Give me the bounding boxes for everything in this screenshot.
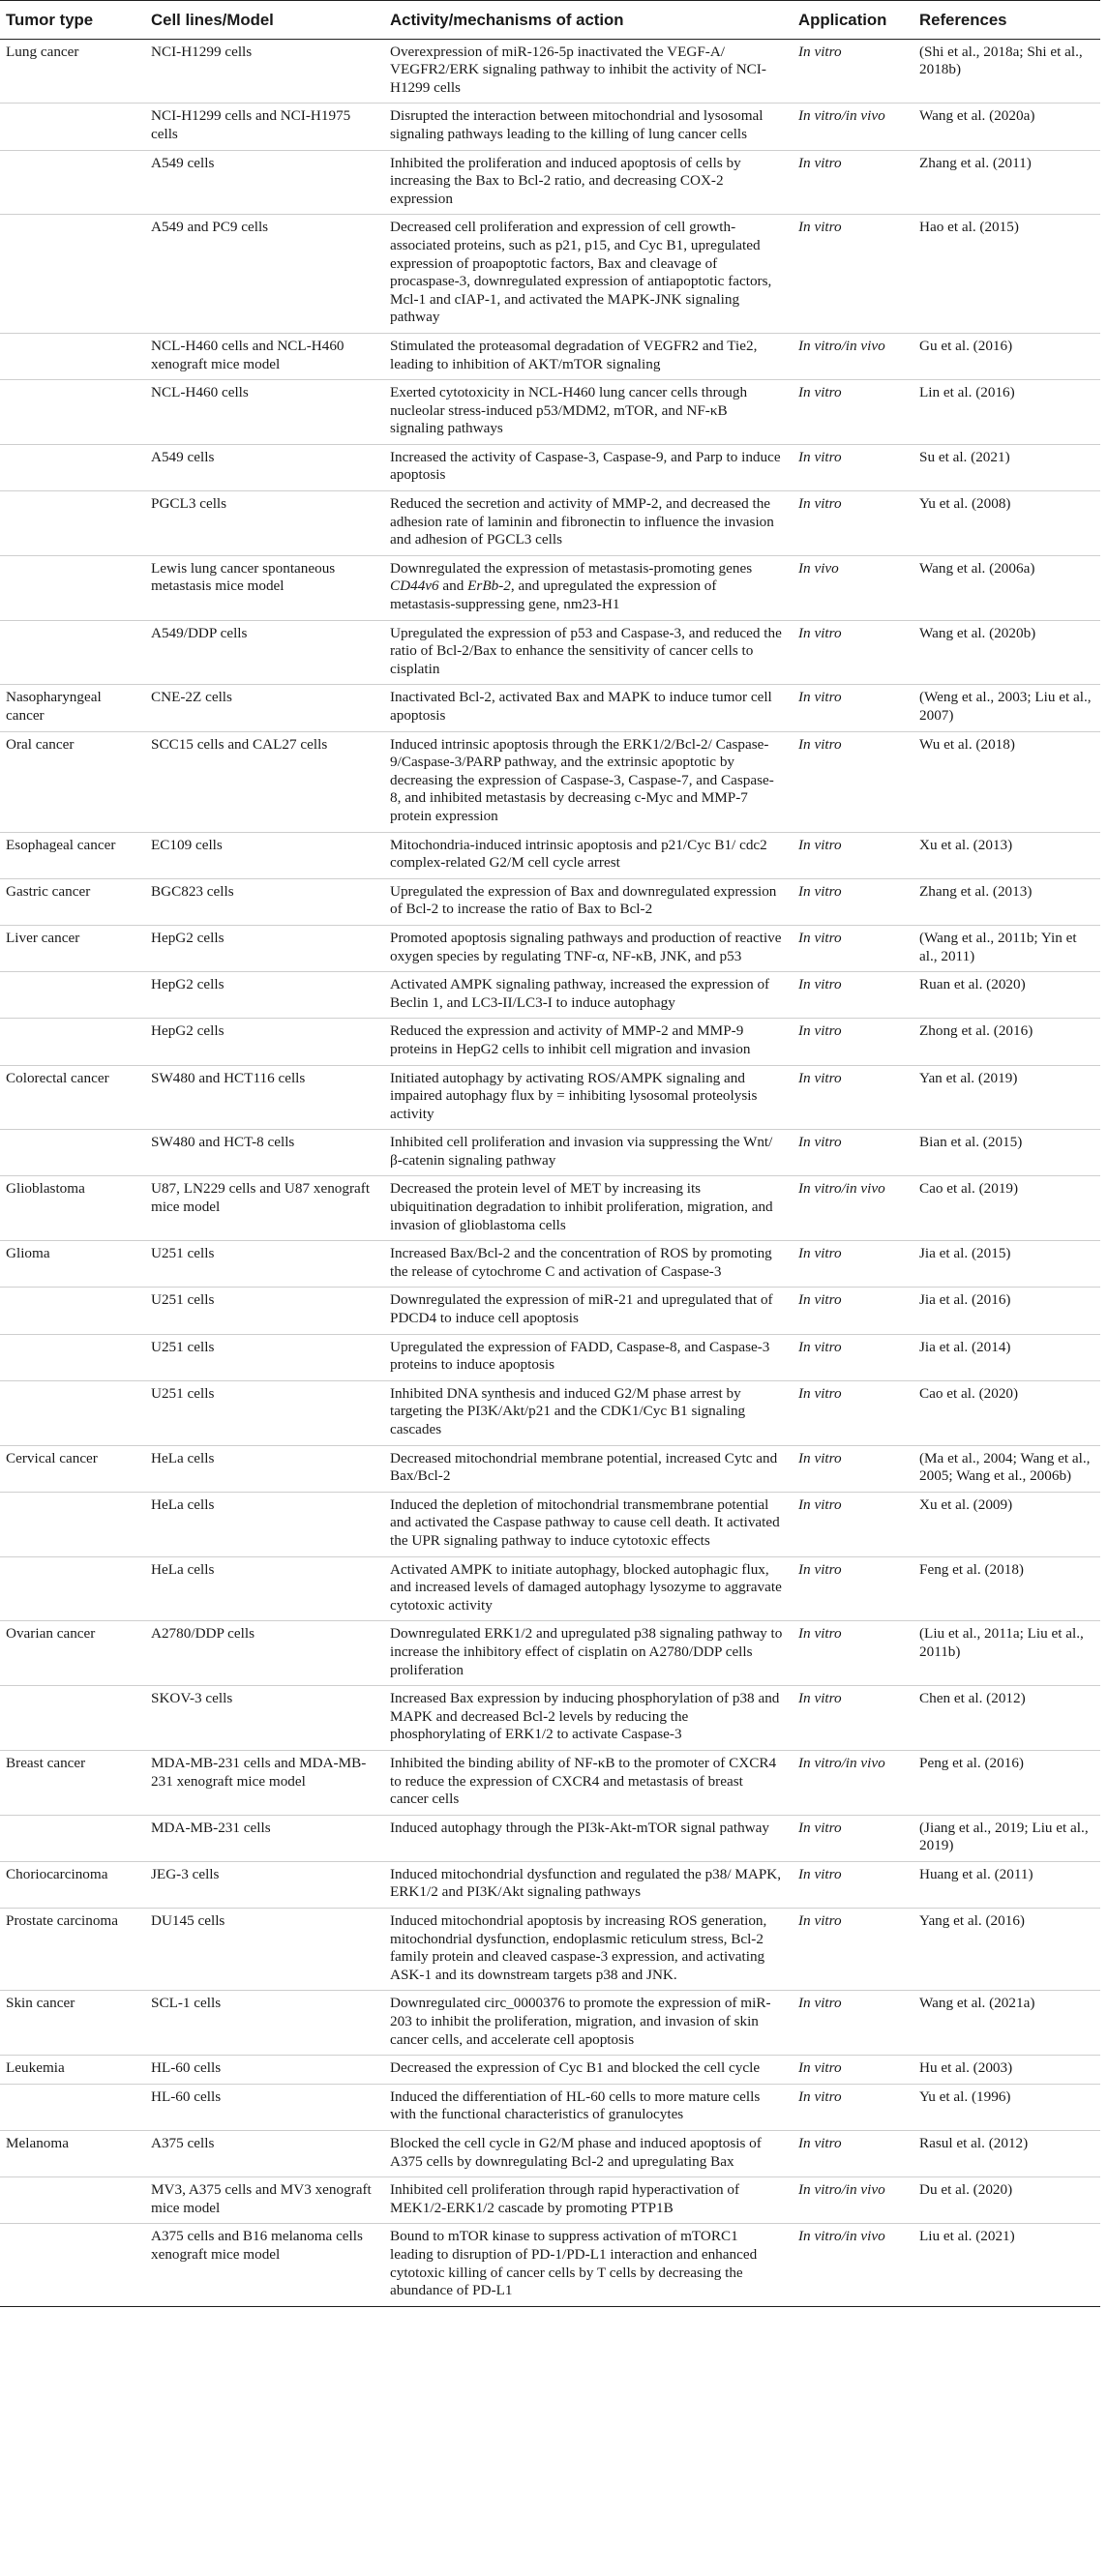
application-cell: In vitro — [793, 832, 913, 878]
tumor-type-cell — [0, 1492, 145, 1556]
application-cell: In vitro — [793, 444, 913, 490]
table-row — [0, 1909, 1100, 1991]
tumor-type-cell — [0, 1019, 145, 1065]
tumor-type-cell: Breast cancer — [0, 1750, 145, 1815]
table-row — [0, 491, 1100, 556]
tumor-type-cell — [0, 444, 145, 490]
tumor-type-cell — [0, 215, 145, 334]
tumor-type-cell — [0, 2224, 145, 2306]
activity-cell: Downregulated ERK1/2 and upregulated p38 signaling pathway to increase the inhibitory effect of cisplatin on A2780/DDP cells proliferation — [384, 1621, 793, 1686]
reference-cell: (Liu et al., 2011a; Liu et al., 2011b) — [913, 1621, 1100, 1686]
activity-cell: Induced mitochondrial apoptosis by increasing ROS generation, mitochondrial dysfunction, endoplasmic reticulum stress, Bcl-2 family protein and cleaved caspase-3 expression, and activating ASK-1 and its downstream targets p38 and JNK. — [384, 1909, 793, 1991]
reference-cell: Cao et al. (2020) — [913, 1380, 1100, 1445]
cell-line-cell: U251 cells — [145, 1380, 384, 1445]
cell-line-cell: HepG2 cells — [145, 925, 384, 971]
table-row — [0, 1380, 1100, 1445]
table-row — [0, 1815, 1100, 1861]
tumor-type-cell: Glioblastoma — [0, 1176, 145, 1241]
table-row — [0, 2224, 1100, 2306]
cell-line-cell: U251 cells — [145, 1334, 384, 1380]
reference-cell: Xu et al. (2013) — [913, 832, 1100, 878]
table-row — [0, 444, 1100, 490]
reference-cell: Lin et al. (2016) — [913, 380, 1100, 445]
reference-cell: Wang et al. (2021a) — [913, 1991, 1100, 2056]
reference-cell: (Shi et al., 2018a; Shi et al., 2018b) — [913, 39, 1100, 104]
activity-cell: Induced autophagy through the PI3k-Akt-mTOR signal pathway — [384, 1815, 793, 1861]
reference-cell: Peng et al. (2016) — [913, 1750, 1100, 1815]
table-row — [0, 555, 1100, 620]
table-row — [0, 1065, 1100, 1130]
cell-line-cell: HepG2 cells — [145, 1019, 384, 1065]
application-cell: In vitro/in vivo — [793, 1750, 913, 1815]
cell-line-cell: A375 cells and B16 melanoma cells xenograft mice model — [145, 2224, 384, 2306]
reference-cell: Wang et al. (2020b) — [913, 620, 1100, 685]
table-row — [0, 1176, 1100, 1241]
cell-line-cell: A549/DDP cells — [145, 620, 384, 685]
cell-line-cell: NCL-H460 cells — [145, 380, 384, 445]
table-row — [0, 1130, 1100, 1176]
cell-line-cell: A375 cells — [145, 2131, 384, 2177]
table-row — [0, 380, 1100, 445]
table-row — [0, 1334, 1100, 1380]
application-cell: In vitro — [793, 150, 913, 215]
table-row — [0, 2131, 1100, 2177]
activity-cell: Blocked the cell cycle in G2/M phase and induced apoptosis of A375 cells by downregulating Bcl-2 and upregulating Bax — [384, 2131, 793, 2177]
activity-cell — [384, 555, 793, 620]
application-cell: In vitro — [793, 925, 913, 971]
header-cell-lines: Cell lines/Model — [145, 1, 384, 40]
activity-cell: Reduced the expression and activity of MMP-2 and MMP-9 proteins in HepG2 cells to inhibit cell migration and invasion — [384, 1019, 793, 1065]
application-cell: In vitro — [793, 491, 913, 556]
activity-cell: Downregulated circ_0000376 to promote the expression of miR-203 to inhibit the proliferation, migration, and invasion of skin cancer cells, and accelerate cell apoptosis — [384, 1991, 793, 2056]
reference-cell: Yu et al. (1996) — [913, 2084, 1100, 2130]
cell-line-cell: HeLa cells — [145, 1556, 384, 1621]
tumor-type-cell: Lung cancer — [0, 39, 145, 104]
activity-cell: Reduced the secretion and activity of MMP-2, and decreased the adhesion rate of laminin and fibronectin to influence the invasion and adhesion of PGCL3 cells — [384, 491, 793, 556]
cell-line-cell: JEG-3 cells — [145, 1861, 384, 1908]
cell-line-cell: MDA-MB-231 cells — [145, 1815, 384, 1861]
application-cell: In vitro — [793, 1380, 913, 1445]
tumor-type-cell: Leukemia — [0, 2056, 145, 2085]
table-row — [0, 685, 1100, 731]
cell-line-cell: A2780/DDP cells — [145, 1621, 384, 1686]
activity-cell: Upregulated the expression of Bax and downregulated expression of Bcl-2 to increase the ratio of Bax to Bcl-2 — [384, 878, 793, 925]
table-header-row — [0, 1, 1100, 40]
activity-cell: Exerted cytotoxicity in NCL-H460 lung cancer cells through nucleolar stress-induced p53/MDM2, mTOR, and NF-κB signaling pathways — [384, 380, 793, 445]
cell-line-cell: SCC15 cells and CAL27 cells — [145, 731, 384, 832]
reference-cell: Liu et al. (2021) — [913, 2224, 1100, 2306]
table-row — [0, 878, 1100, 925]
tumor-type-cell: Esophageal cancer — [0, 832, 145, 878]
tumor-type-cell: Choriocarcinoma — [0, 1861, 145, 1908]
activity-cell: Induced the depletion of mitochondrial transmembrane potential and activated the Caspase pathway to cause cell death. It activated the UPR signaling pathway to induce cytotoxic effects — [384, 1492, 793, 1556]
application-cell: In vitro/in vivo — [793, 2177, 913, 2224]
application-cell: In vitro — [793, 731, 913, 832]
activity-cell: Disrupted the interaction between mitochondrial and lysosomal signaling pathways leading to the killing of lung cancer cells — [384, 104, 793, 150]
tumor-type-cell — [0, 1380, 145, 1445]
cell-line-cell: NCL-H460 cells and NCL-H460 xenograft mice model — [145, 333, 384, 379]
cell-line-cell: MDA-MB-231 cells and MDA-MB-231 xenograft mice model — [145, 1750, 384, 1815]
reference-cell: (Weng et al., 2003; Liu et al., 2007) — [913, 685, 1100, 731]
table-row — [0, 104, 1100, 150]
application-cell: In vitro — [793, 1621, 913, 1686]
tumor-type-cell — [0, 2177, 145, 2224]
table-row — [0, 1445, 1100, 1492]
tumor-type-cell: Ovarian cancer — [0, 1621, 145, 1686]
table-row — [0, 1621, 1100, 1686]
tumor-type-cell: Skin cancer — [0, 1991, 145, 2056]
tumor-type-cell — [0, 1334, 145, 1380]
activity-cell: Induced mitochondrial dysfunction and regulated the p38/ MAPK, ERK1/2 and PI3K/Akt signaling pathways — [384, 1861, 793, 1908]
tumor-type-cell — [0, 1815, 145, 1861]
tumor-type-cell: Liver cancer — [0, 925, 145, 971]
table-row — [0, 215, 1100, 334]
cell-line-cell: SCL-1 cells — [145, 1991, 384, 2056]
reference-cell: Wang et al. (2006a) — [913, 555, 1100, 620]
table-row — [0, 832, 1100, 878]
reference-cell: Zhang et al. (2013) — [913, 878, 1100, 925]
cell-line-cell: HepG2 cells — [145, 972, 384, 1019]
table-body — [0, 39, 1100, 2306]
activity-cell: Mitochondria-induced intrinsic apoptosis and p21/Cyc B1/ cdc2 complex-related G2/M cell cycle arrest — [384, 832, 793, 878]
table-row — [0, 333, 1100, 379]
table-row — [0, 1750, 1100, 1815]
activity-cell: Initiated autophagy by activating ROS/AMPK signaling and impaired autophagy flux by = inhibiting lysosomal proteolysis activity — [384, 1065, 793, 1130]
application-cell: In vitro — [793, 2056, 913, 2085]
table-row — [0, 731, 1100, 832]
reference-cell: Du et al. (2020) — [913, 2177, 1100, 2224]
activity-cell: Increased Bax expression by inducing phosphorylation of p38 and MAPK and decreased Bcl-2 levels by reducing the phosphorylating of ERK1/2 to activate Caspase-3 — [384, 1686, 793, 1751]
tumor-type-cell — [0, 491, 145, 556]
application-cell: In vitro — [793, 878, 913, 925]
activity-cell: Decreased cell proliferation and expression of cell growth-associated proteins, such as p21, p15, and Cyc B1, upregulated expression of proapoptotic factors, Bax and cleavage of procaspase-3, downregulated expression of antiapoptotic factors, Mcl-1 and cIAP-1, and activated the MAPK-JNK signaling pathway — [384, 215, 793, 334]
tumor-type-cell — [0, 333, 145, 379]
reference-cell: (Ma et al., 2004; Wang et al., 2005; Wang et al., 2006b) — [913, 1445, 1100, 1492]
table-row — [0, 1241, 1100, 1288]
reference-cell: Chen et al. (2012) — [913, 1686, 1100, 1751]
activity-cell: Induced the differentiation of HL-60 cells to more mature cells with the functional characteristics of granulocytes — [384, 2084, 793, 2130]
table-row — [0, 1556, 1100, 1621]
cell-line-cell: HeLa cells — [145, 1492, 384, 1556]
tumor-type-cell: Prostate carcinoma — [0, 1909, 145, 1991]
cell-line-cell: Lewis lung cancer spontaneous metastasis mice model — [145, 555, 384, 620]
application-cell: In vitro — [793, 1334, 913, 1380]
activity-cell: Inactivated Bcl-2, activated Bax and MAPK to induce tumor cell apoptosis — [384, 685, 793, 731]
reference-cell: Jia et al. (2015) — [913, 1241, 1100, 1288]
reference-cell: Bian et al. (2015) — [913, 1130, 1100, 1176]
activity-text: and — [438, 577, 468, 595]
application-cell: In vitro — [793, 620, 913, 685]
gene-name: CD44v6 — [390, 577, 439, 595]
activity-cell: Activated AMPK signaling pathway, increased the expression of Beclin 1, and LC3-II/LC3-I to induce autophagy — [384, 972, 793, 1019]
reference-cell: Yang et al. (2016) — [913, 1909, 1100, 1991]
application-cell: In vitro — [793, 2131, 913, 2177]
tumor-type-cell — [0, 620, 145, 685]
application-cell: In vitro — [793, 1991, 913, 2056]
application-cell: In vitro/in vivo — [793, 333, 913, 379]
tumor-type-cell — [0, 1556, 145, 1621]
tumor-type-cell — [0, 150, 145, 215]
reference-cell: Cao et al. (2019) — [913, 1176, 1100, 1241]
application-cell: In vitro/in vivo — [793, 104, 913, 150]
table-row — [0, 620, 1100, 685]
application-cell: In vitro — [793, 1019, 913, 1065]
tumor-type-cell — [0, 1686, 145, 1751]
table-row — [0, 2084, 1100, 2130]
application-cell: In vitro — [793, 1556, 913, 1621]
application-cell: In vitro/in vivo — [793, 1176, 913, 1241]
application-cell: In vitro/in vivo — [793, 2224, 913, 2306]
cell-line-cell: HL-60 cells — [145, 2084, 384, 2130]
reference-cell: Zhong et al. (2016) — [913, 1019, 1100, 1065]
application-cell: In vivo — [793, 555, 913, 620]
activity-cell: Promoted apoptosis signaling pathways and production of reactive oxygen species by regulating TNF-α, NF-κB, JNK, and p53 — [384, 925, 793, 971]
application-cell: In vitro — [793, 1065, 913, 1130]
reference-cell: (Jiang et al., 2019; Liu et al., 2019) — [913, 1815, 1100, 1861]
application-cell: In vitro — [793, 1492, 913, 1556]
application-cell: In vitro — [793, 1861, 913, 1908]
cell-line-cell: EC109 cells — [145, 832, 384, 878]
tumor-type-cell: Cervical cancer — [0, 1445, 145, 1492]
reference-cell: Gu et al. (2016) — [913, 333, 1100, 379]
reference-cell: Wang et al. (2020a) — [913, 104, 1100, 150]
activity-cell: Decreased the expression of Cyc B1 and blocked the cell cycle — [384, 2056, 793, 2085]
tumor-type-cell: Oral cancer — [0, 731, 145, 832]
reference-cell: Xu et al. (2009) — [913, 1492, 1100, 1556]
application-cell: In vitro — [793, 1288, 913, 1334]
tumor-type-cell — [0, 2084, 145, 2130]
tumor-type-cell — [0, 972, 145, 1019]
activity-cell: Upregulated the expression of p53 and Caspase-3, and reduced the ratio of Bcl-2/Bax to enhance the sensitivity of cancer cells to cisplatin — [384, 620, 793, 685]
table-row — [0, 1991, 1100, 2056]
cell-line-cell: HL-60 cells — [145, 2056, 384, 2085]
reference-cell: Jia et al. (2014) — [913, 1334, 1100, 1380]
cell-line-cell: SW480 and HCT-8 cells — [145, 1130, 384, 1176]
reference-cell: Yan et al. (2019) — [913, 1065, 1100, 1130]
reference-cell: Wu et al. (2018) — [913, 731, 1100, 832]
cell-line-cell: SKOV-3 cells — [145, 1686, 384, 1751]
cell-line-cell: PGCL3 cells — [145, 491, 384, 556]
table-row — [0, 925, 1100, 971]
application-cell: In vitro — [793, 1815, 913, 1861]
activity-cell: Increased the activity of Caspase-3, Caspase-9, and Parp to induce apoptosis — [384, 444, 793, 490]
reference-cell: Su et al. (2021) — [913, 444, 1100, 490]
activity-cell: Upregulated the expression of FADD, Caspase-8, and Caspase-3 proteins to induce apoptosis — [384, 1334, 793, 1380]
cell-line-cell: SW480 and HCT116 cells — [145, 1065, 384, 1130]
table-row — [0, 39, 1100, 104]
reference-cell: Ruan et al. (2020) — [913, 972, 1100, 1019]
reference-cell: Rasul et al. (2012) — [913, 2131, 1100, 2177]
tumor-type-cell — [0, 104, 145, 150]
table-row — [0, 1019, 1100, 1065]
table-row — [0, 1492, 1100, 1556]
activity-cell: Inhibited the binding ability of NF-κB to the promoter of CXCR4 to reduce the expression of CXCR4 and metastasis of breast cancer cells — [384, 1750, 793, 1815]
cell-line-cell: NCI-H1299 cells — [145, 39, 384, 104]
tumor-type-cell — [0, 555, 145, 620]
cell-line-cell: U251 cells — [145, 1288, 384, 1334]
activity-cell: Activated AMPK to initiate autophagy, blocked autophagic flux, and increased levels of damaged autophagy lysozyme to aggravate cytotoxic activity — [384, 1556, 793, 1621]
activity-cell: Bound to mTOR kinase to suppress activation of mTORC1 leading to disruption of PD-1/PD-L1 interaction and enhanced cytotoxic killing of cancer cells by T cells by decreasing the abundance of PD-L1 — [384, 2224, 793, 2306]
activity-cell: Inhibited DNA synthesis and induced G2/M phase arrest by targeting the PI3K/Akt/p21 and the CDK1/Cyc B1 signaling cascades — [384, 1380, 793, 1445]
cell-line-cell: DU145 cells — [145, 1909, 384, 1991]
reference-cell: Zhang et al. (2011) — [913, 150, 1100, 215]
activity-cell: Stimulated the proteasomal degradation of VEGFR2 and Tie2, leading to inhibition of AKT/mTOR signaling — [384, 333, 793, 379]
activity-cell: Downregulated the expression of miR-21 and upregulated that of PDCD4 to induce cell apoptosis — [384, 1288, 793, 1334]
table-row — [0, 2056, 1100, 2085]
tumor-type-cell: Nasopharyngeal cancer — [0, 685, 145, 731]
application-cell: In vitro — [793, 1686, 913, 1751]
application-cell: In vitro — [793, 685, 913, 731]
activity-cell: Overexpression of miR-126-5p inactivated the VEGF-A/ VEGFR2/ERK signaling pathway to inhibit the activity of NCI-H1299 cells — [384, 39, 793, 104]
activity-cell: Induced intrinsic apoptosis through the ERK1/2/Bcl-2/ Caspase-9/Caspase-3/PARP pathway, and the extrinsic apoptotic by decreasing the expression of Caspase-3, Caspase-7, and Caspase-8, and inhibited metastasis by decreasing c-Myc and MMP-7 protein expression — [384, 731, 793, 832]
activity-cell: Inhibited cell proliferation through rapid hyperactivation of MEK1/2-ERK1/2 cascade by promoting PTP1B — [384, 2177, 793, 2224]
cell-line-cell: A549 and PC9 cells — [145, 215, 384, 334]
reference-cell: Hao et al. (2015) — [913, 215, 1100, 334]
cell-line-cell: A549 cells — [145, 150, 384, 215]
tumor-type-cell — [0, 1130, 145, 1176]
reference-cell: Jia et al. (2016) — [913, 1288, 1100, 1334]
application-cell: In vitro — [793, 215, 913, 334]
table-row — [0, 972, 1100, 1019]
activity-text: , and upregulated the expression of metastasis-suppressing gene, nm23-H1 — [390, 577, 717, 613]
table-row — [0, 1288, 1100, 1334]
cell-line-cell: NCI-H1299 cells and NCI-H1975 cells — [145, 104, 384, 150]
tumor-type-cell: Melanoma — [0, 2131, 145, 2177]
application-cell: In vitro — [793, 39, 913, 104]
table-row — [0, 150, 1100, 215]
cell-line-cell: A549 cells — [145, 444, 384, 490]
header-activity: Activity/mechanisms of action — [384, 1, 793, 40]
tumor-type-cell: Gastric cancer — [0, 878, 145, 925]
header-application: Application — [793, 1, 913, 40]
activity-cell: Decreased the protein level of MET by increasing its ubiquitination degradation to inhibit proliferation, migration, and invasion of glioblastoma cells — [384, 1176, 793, 1241]
reference-cell: Feng et al. (2018) — [913, 1556, 1100, 1621]
table-row — [0, 1686, 1100, 1751]
cell-line-cell: BGC823 cells — [145, 878, 384, 925]
gene-name: ErBb-2 — [467, 577, 511, 595]
cell-line-cell: U251 cells — [145, 1241, 384, 1288]
reference-cell: Yu et al. (2008) — [913, 491, 1100, 556]
reference-cell: Hu et al. (2003) — [913, 2056, 1100, 2085]
application-cell: In vitro — [793, 1909, 913, 1991]
tumor-type-cell — [0, 1288, 145, 1334]
activity-cell: Inhibited the proliferation and induced apoptosis of cells by increasing the Bax to Bcl-2 ratio, and decreasing COX-2 expression — [384, 150, 793, 215]
tumor-type-cell: Glioma — [0, 1241, 145, 1288]
cell-line-cell: HeLa cells — [145, 1445, 384, 1492]
application-cell: In vitro — [793, 2084, 913, 2130]
tumor-type-cell — [0, 380, 145, 445]
table-row — [0, 2177, 1100, 2224]
header-tumor-type: Tumor type — [0, 1, 145, 40]
activity-cell: Increased Bax/Bcl-2 and the concentration of ROS by promoting the release of cytochrome C and activation of Caspase-3 — [384, 1241, 793, 1288]
cell-line-cell: MV3, A375 cells and MV3 xenograft mice model — [145, 2177, 384, 2224]
tumor-type-cell: Colorectal cancer — [0, 1065, 145, 1130]
application-cell: In vitro — [793, 380, 913, 445]
application-cell: In vitro — [793, 972, 913, 1019]
application-cell: In vitro — [793, 1445, 913, 1492]
application-cell: In vitro — [793, 1130, 913, 1176]
cell-line-cell: U87, LN229 cells and U87 xenograft mice model — [145, 1176, 384, 1241]
cell-line-cell: CNE-2Z cells — [145, 685, 384, 731]
application-cell: In vitro — [793, 1241, 913, 1288]
header-references: References — [913, 1, 1100, 40]
activity-cell: Inhibited cell proliferation and invasion via suppressing the Wnt/β-catenin signaling pathway — [384, 1130, 793, 1176]
activity-text: Downregulated the expression of metastasis-promoting genes — [390, 559, 753, 577]
activity-cell: Decreased mitochondrial membrane potential, increased Cytc and Bax/Bcl-2 — [384, 1445, 793, 1492]
reference-cell: (Wang et al., 2011b; Yin et al., 2011) — [913, 925, 1100, 971]
table-row — [0, 1861, 1100, 1908]
reference-cell: Huang et al. (2011) — [913, 1861, 1100, 1908]
